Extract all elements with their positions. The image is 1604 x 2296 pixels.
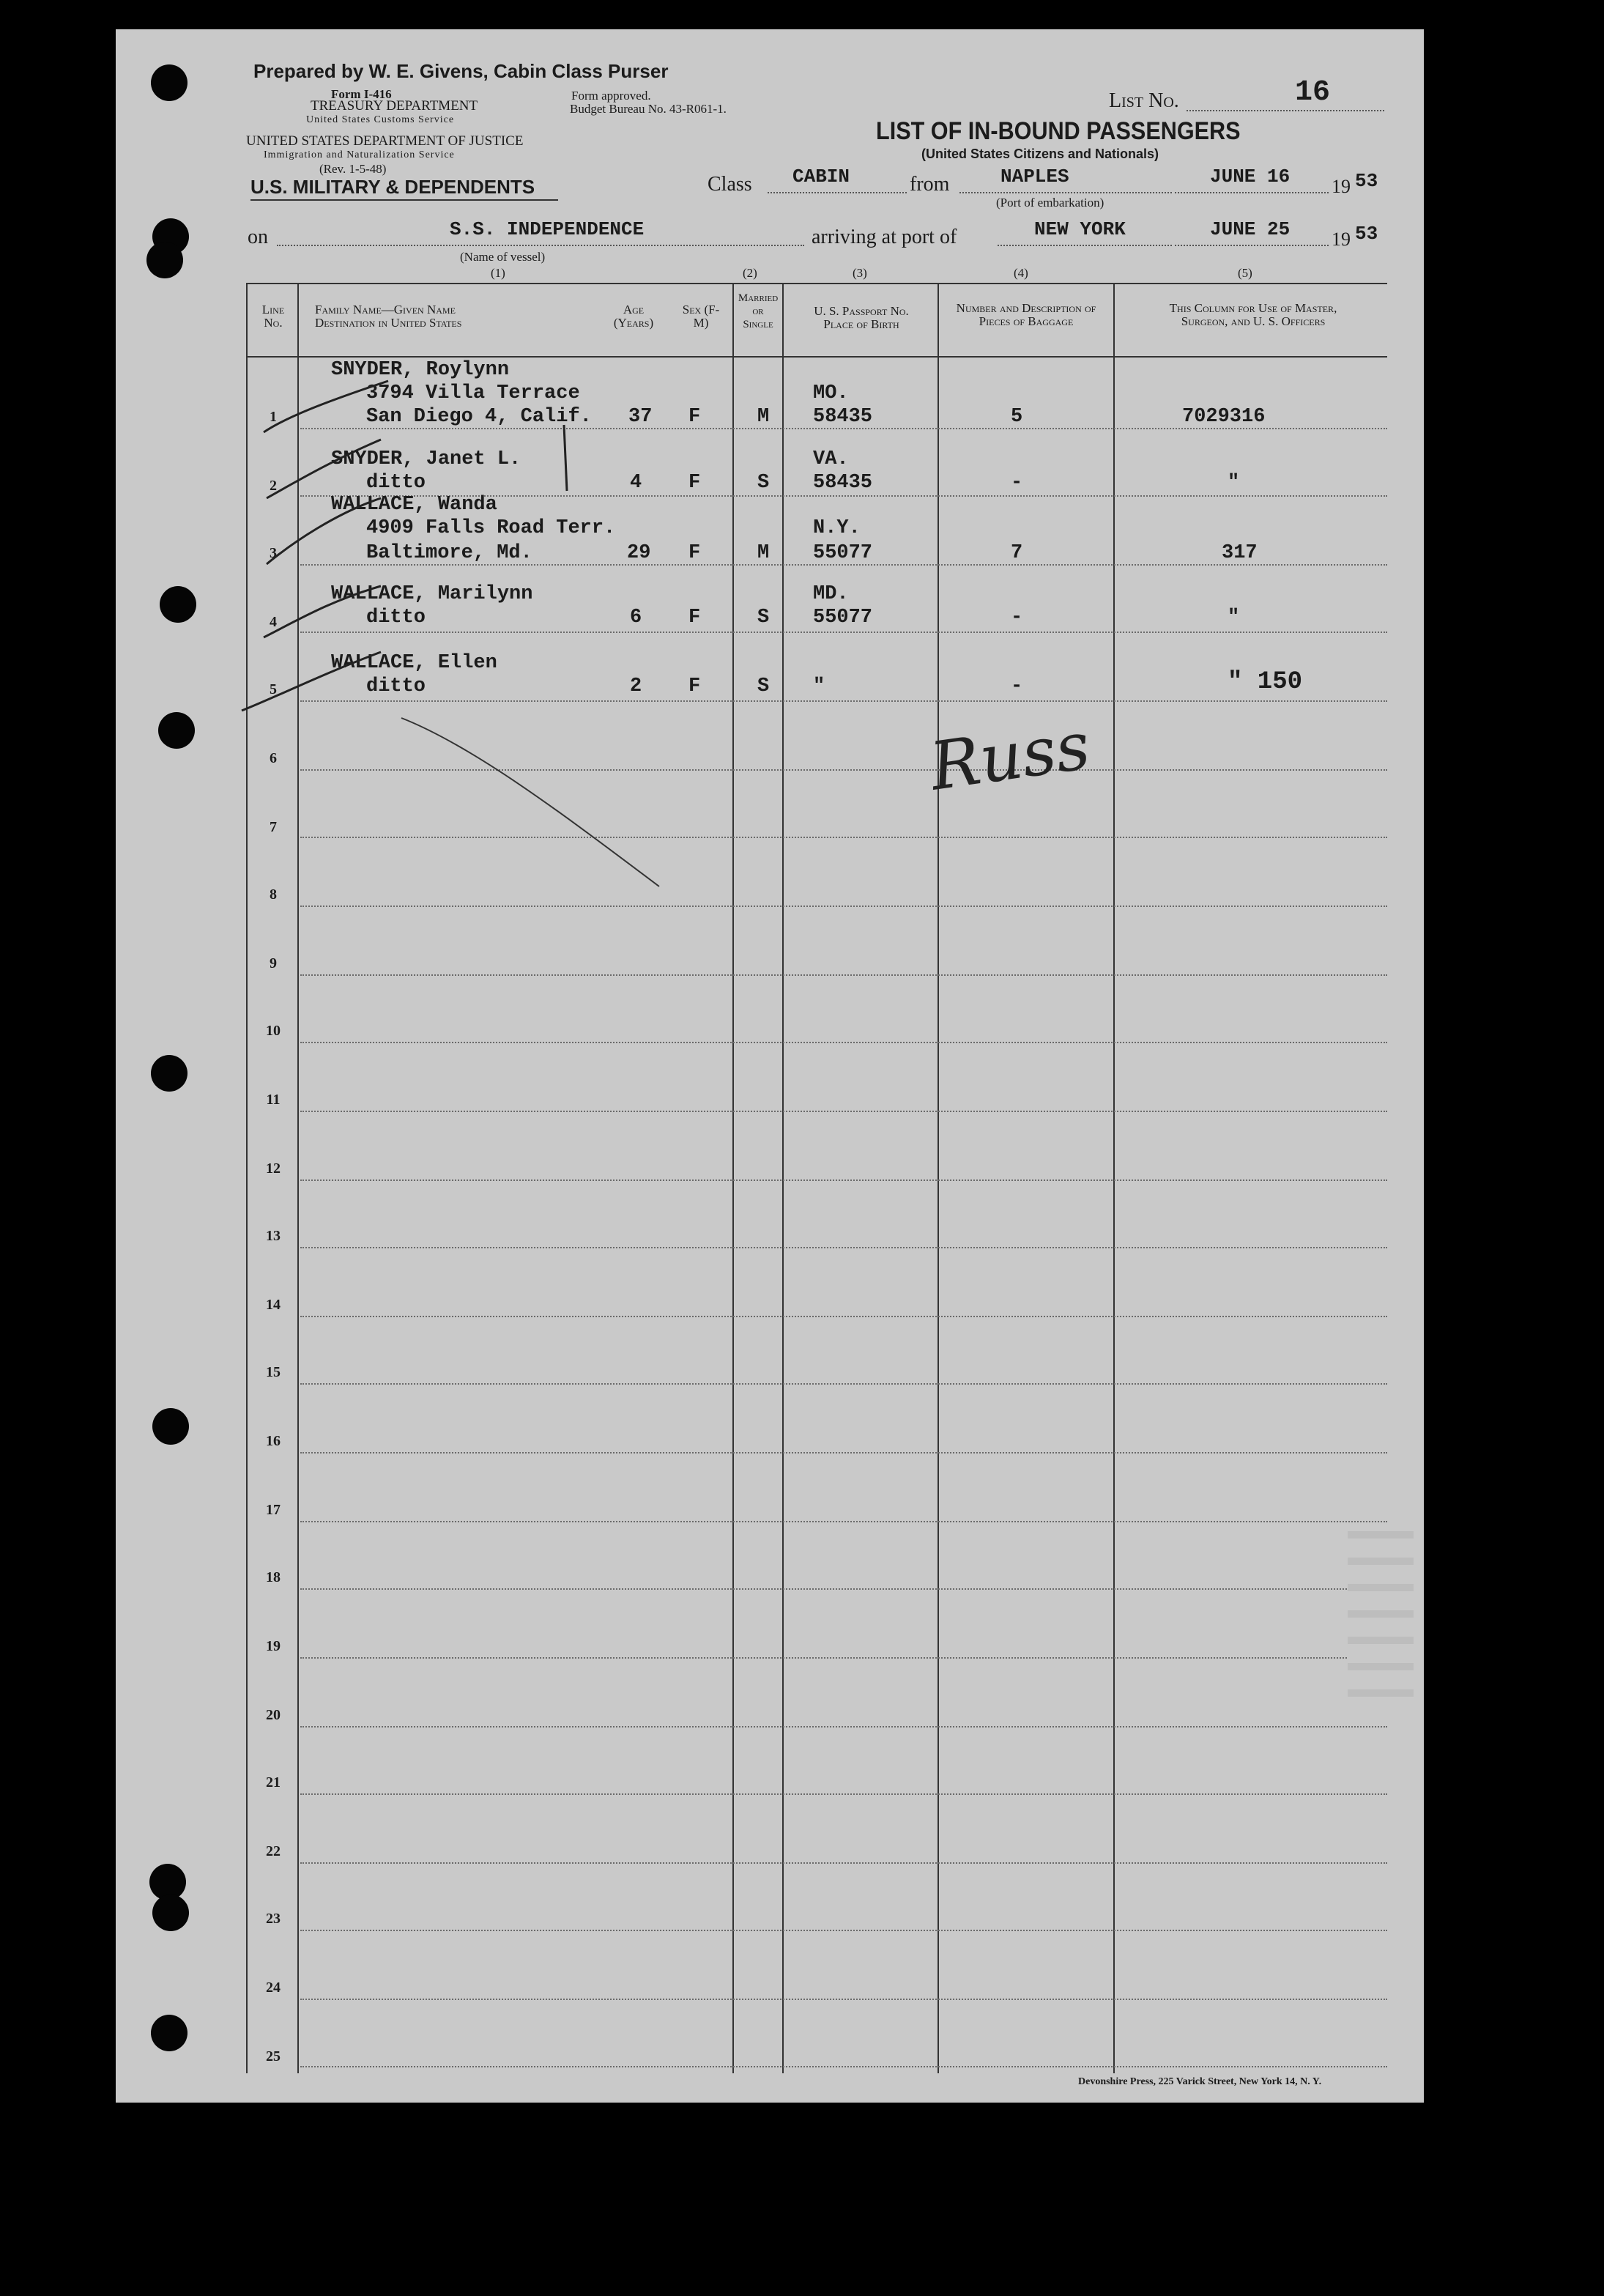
col-head-baggage: Number and Description of Pieces of Baggage <box>956 301 1096 328</box>
row-separator <box>300 1793 1387 1795</box>
col-divider-officers <box>1113 283 1115 2073</box>
row-separator <box>300 1247 1387 1248</box>
line-number: 7 <box>270 819 277 835</box>
on-label: on <box>248 226 268 248</box>
binder-hole <box>151 2015 187 2051</box>
row-separator <box>300 1657 1387 1659</box>
group-underline <box>250 199 558 201</box>
column-number: (5) <box>1238 266 1252 280</box>
treasury-department: TREASURY DEPARTMENT <box>311 98 478 114</box>
row-separator <box>300 2066 1387 2067</box>
passenger-age: 6 <box>630 607 642 629</box>
passenger-birthplace: " <box>813 675 825 697</box>
col-divider-passport <box>782 283 784 2073</box>
col-divider-baggage <box>937 283 939 2073</box>
passenger-passport: 58435 <box>813 406 873 428</box>
list-number: 16 <box>1295 76 1331 109</box>
table-top-border <box>246 283 1387 284</box>
column-number: (1) <box>491 266 505 280</box>
line-number: 24 <box>266 1980 281 1996</box>
col-head-sex: Sex (F-M) <box>682 303 720 330</box>
passenger-address: 3794 Villa Terrace <box>366 382 580 404</box>
binder-hole <box>152 1895 189 1931</box>
passenger-group: U.S. MILITARY & DEPENDENTS <box>250 176 535 198</box>
year-suffix: 53 <box>1355 170 1378 192</box>
binder-hole <box>160 586 196 623</box>
line-number: 19 <box>266 1638 281 1654</box>
col-head-name: Family Name—Given Name <box>315 303 456 316</box>
row-separator <box>300 1999 1387 2000</box>
manifest-page <box>116 29 1424 2103</box>
line-number: 8 <box>270 886 277 903</box>
binder-hole <box>146 242 183 278</box>
port-of-embarkation: NAPLES <box>1000 166 1069 188</box>
line-number: 14 <box>266 1297 281 1313</box>
passenger-marital: S <box>757 607 770 629</box>
column-number: (2) <box>743 266 757 280</box>
row-separator <box>300 1588 1387 1590</box>
printer-imprint: Devonshire Press, 225 Varick Street, New York 14, N. Y. <box>1078 2076 1322 2087</box>
arrival-port-line <box>998 245 1172 246</box>
class-label: Class <box>708 173 752 196</box>
officer-note: " <box>1228 472 1240 494</box>
row-separator <box>300 1042 1387 1043</box>
col-head-age: Age (Years) <box>613 303 654 330</box>
port-embark-caption: (Port of embarkation) <box>996 196 1104 210</box>
passenger-marital: M <box>757 542 770 564</box>
passenger-name: WALLACE, Marilynn <box>331 583 533 605</box>
passenger-address: ditto <box>366 472 426 494</box>
passenger-marital: S <box>757 472 770 494</box>
passenger-address: San Diego 4, Calif. <box>366 406 592 428</box>
officer-note: 317 <box>1222 542 1258 564</box>
manifest-title: LIST OF IN-BOUND PASSENGERS <box>876 117 1241 145</box>
list-number-label: List No. <box>1109 89 1179 112</box>
year-prefix: 19 <box>1332 176 1351 197</box>
row-separator <box>300 1180 1387 1181</box>
binder-hole <box>151 1055 187 1092</box>
passenger-address: ditto <box>366 607 426 629</box>
bleed-through-text <box>1348 1531 1414 1707</box>
line-number: 21 <box>266 1774 281 1790</box>
arrival-date: JUNE 25 <box>1210 218 1291 240</box>
line-number: 20 <box>266 1707 281 1723</box>
vessel-line <box>277 245 804 246</box>
line-number: 15 <box>266 1364 281 1380</box>
column-number: (3) <box>853 266 867 280</box>
passenger-sex: F <box>688 472 701 494</box>
arrival-port: NEW YORK <box>1034 218 1126 240</box>
passenger-age: 2 <box>630 675 642 697</box>
customs-service: United States Customs Service <box>306 114 455 125</box>
line-number: 10 <box>266 1023 281 1039</box>
passenger-name: SNYDER, Roylynn <box>331 359 510 381</box>
embarkation-date: JUNE 16 <box>1210 166 1291 188</box>
vessel-name: S.S. INDEPENDENCE <box>450 218 645 240</box>
arriving-label: arriving at port of <box>812 226 957 248</box>
passenger-passport: 55077 <box>813 542 873 564</box>
col-head-officers: This Column for Use of Master, Surgeon, and U. S. Officers <box>1169 301 1337 328</box>
binder-hole <box>158 712 195 749</box>
col-head-married: Married or Single <box>738 292 779 330</box>
line-number: 1 <box>270 409 277 425</box>
col-head-destination: Destination in United States <box>315 316 462 330</box>
col-head-line-no: Line No. <box>261 303 285 330</box>
form-approved: Form approved. <box>571 89 651 103</box>
budget-bureau: Budget Bureau No. 43-R061-1. <box>570 102 727 116</box>
arrival-date-line <box>1175 245 1329 246</box>
ins-service: Immigration and Naturalization Service <box>264 149 455 160</box>
passenger-sex: F <box>688 675 701 697</box>
officer-note: " 150 <box>1228 668 1303 696</box>
prepared-by: Prepared by W. E. Givens, Cabin Class Purser <box>253 60 669 82</box>
arrival-year-suffix: 53 <box>1355 223 1378 245</box>
row-separator <box>300 1930 1387 1931</box>
line-number: 16 <box>266 1433 281 1449</box>
line-number: 22 <box>266 1843 281 1859</box>
row-separator <box>300 1316 1387 1317</box>
passenger-age: 37 <box>628 406 653 428</box>
vessel-caption: (Name of vessel) <box>460 250 546 264</box>
revision-date: (Rev. 1-5-48) <box>319 162 387 176</box>
passenger-sex: F <box>688 607 701 629</box>
passenger-name: WALLACE, Ellen <box>331 652 497 674</box>
passenger-age: 29 <box>627 542 651 564</box>
col-head-birth: Place of Birth <box>823 317 899 331</box>
row-separator <box>300 1111 1387 1112</box>
line-number: 2 <box>270 478 277 494</box>
passenger-marital: S <box>757 675 770 697</box>
row-separator <box>300 1452 1387 1453</box>
passenger-baggage: - <box>1011 472 1023 494</box>
arrival-year-prefix: 19 <box>1332 229 1351 250</box>
passenger-address: ditto <box>366 675 426 697</box>
line-number: 13 <box>266 1228 281 1244</box>
line-number: 6 <box>270 750 277 766</box>
officer-note: 7029316 <box>1182 406 1266 428</box>
passenger-address: Baltimore, Md. <box>366 542 532 564</box>
row-separator <box>300 1862 1387 1864</box>
officer-note: " <box>1228 607 1240 629</box>
line-number: 3 <box>270 545 277 561</box>
justice-department: UNITED STATES DEPARTMENT OF JUSTICE <box>246 133 524 149</box>
handwritten-check-marks <box>220 352 674 908</box>
binder-hole <box>151 64 187 101</box>
embark-date-line <box>1175 192 1329 193</box>
passenger-age: 4 <box>630 472 642 494</box>
passenger-name: SNYDER, Janet L. <box>331 448 521 470</box>
form-number: Form I-416 <box>331 87 392 101</box>
line-number: 12 <box>266 1160 281 1177</box>
row-separator <box>300 1383 1387 1385</box>
passenger-baggage: - <box>1011 607 1023 629</box>
line-number: 25 <box>266 2048 281 2064</box>
row-separator <box>300 974 1387 976</box>
from-line <box>959 192 1172 193</box>
list-number-line <box>1187 110 1384 111</box>
column-number: (4) <box>1014 266 1028 280</box>
class-value: CABIN <box>792 166 850 188</box>
passenger-birthplace: MD. <box>813 583 849 605</box>
line-number: 9 <box>270 955 277 971</box>
col-divider-married <box>732 283 734 2073</box>
passenger-baggage: - <box>1011 675 1023 697</box>
row-separator <box>300 1726 1387 1727</box>
passenger-sex: F <box>688 406 701 428</box>
passenger-passport: 55077 <box>813 607 873 629</box>
line-number: 11 <box>266 1092 281 1108</box>
passenger-birthplace: N.Y. <box>813 517 861 539</box>
handwritten-initials: Russ <box>925 707 1095 806</box>
line-number: 17 <box>266 1502 281 1518</box>
passenger-passport: 58435 <box>813 472 873 494</box>
manifest-subtitle: (United States Citizens and Nationals) <box>921 147 1159 161</box>
line-number: 23 <box>266 1911 281 1927</box>
line-number: 5 <box>270 681 277 697</box>
passenger-name: WALLACE, Wanda <box>331 494 497 516</box>
from-label: from <box>910 173 950 196</box>
line-number: 4 <box>270 614 277 630</box>
passenger-address: 4909 Falls Road Terr. <box>366 517 616 539</box>
line-number: 18 <box>266 1569 281 1585</box>
passenger-baggage: 5 <box>1011 406 1023 428</box>
row-separator <box>300 1521 1387 1522</box>
binder-hole <box>152 1408 189 1445</box>
col-head-passport: U. S. Passport No. <box>814 304 909 318</box>
passenger-sex: F <box>688 542 701 564</box>
passenger-birthplace: VA. <box>813 448 849 470</box>
passenger-marital: M <box>757 406 770 428</box>
class-line <box>768 192 907 193</box>
passenger-birthplace: MO. <box>813 382 849 404</box>
passenger-baggage: 7 <box>1011 542 1023 564</box>
